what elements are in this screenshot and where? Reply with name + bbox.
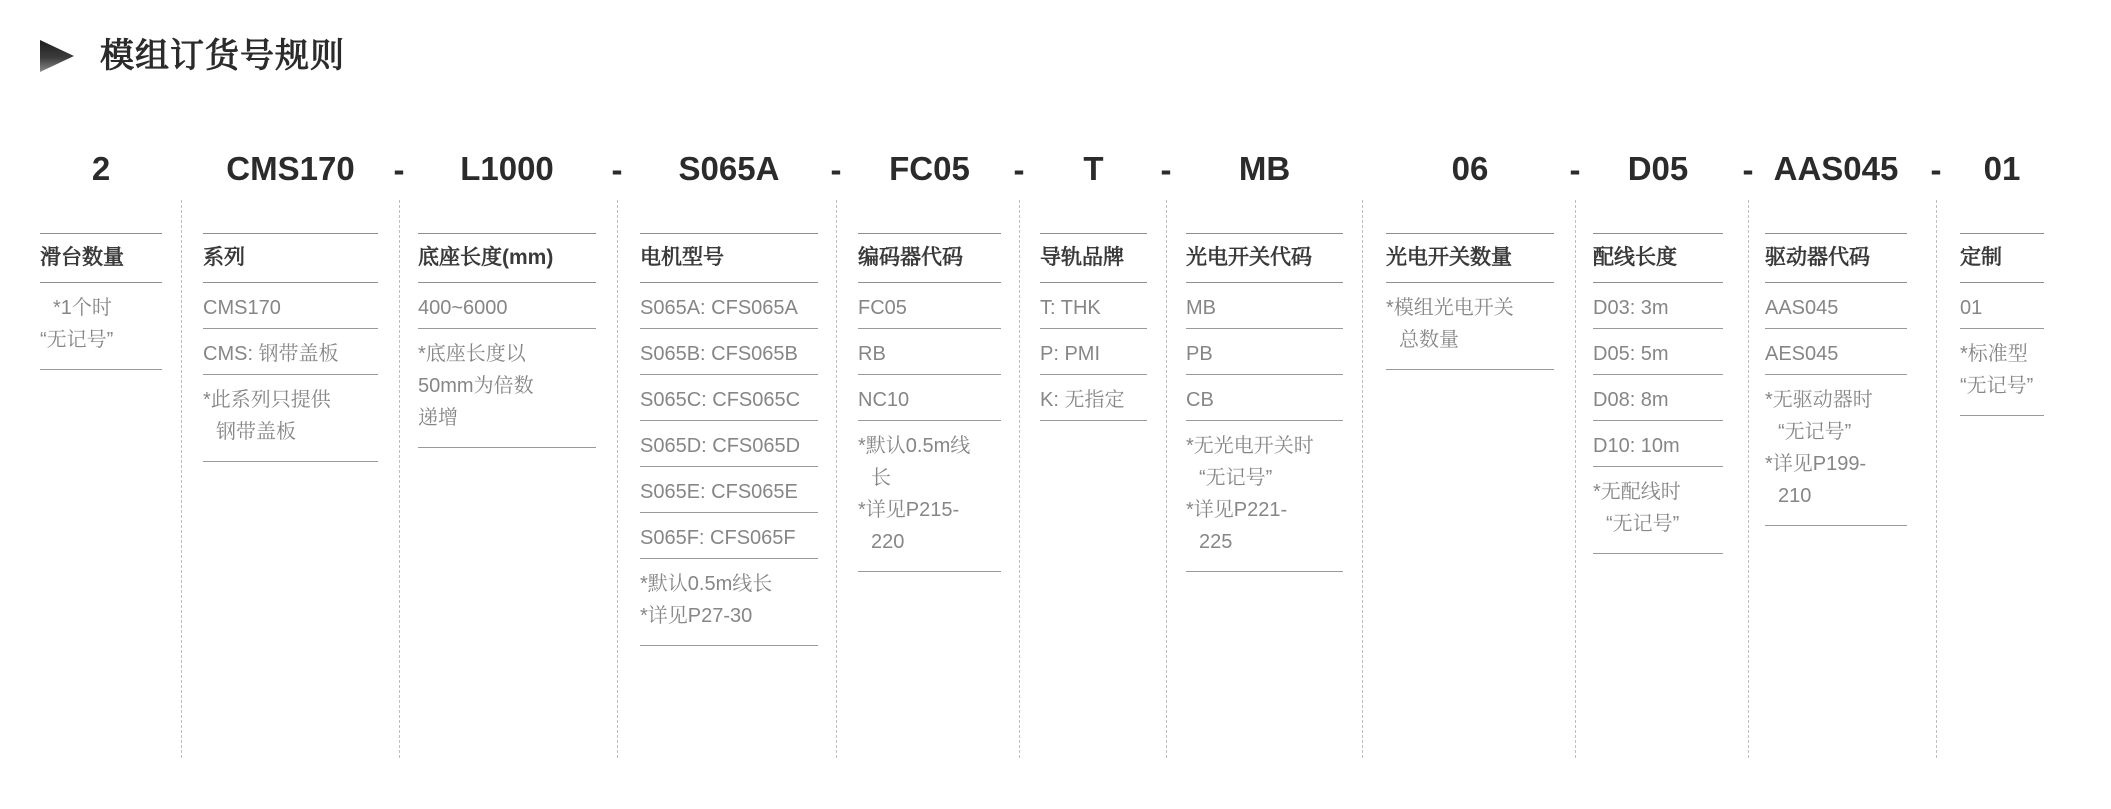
code-segment: FC05 (889, 150, 970, 187)
code-separator-hyphen: - (1742, 151, 1754, 188)
note-line: 总数量 (1399, 329, 1459, 351)
option-item: 01 (1960, 283, 2044, 329)
column-header: 电机型号 (640, 233, 818, 283)
code-separator-hyphen: - (1930, 151, 1942, 188)
option-item: RB (858, 329, 1001, 375)
note-line: *无配线时 (1593, 481, 1681, 503)
note-line: *详见P199- (1765, 453, 1867, 475)
note-line: “无记号” (1778, 421, 1852, 443)
option-item: PB (1186, 329, 1343, 375)
note-line: *无驱动器时 (1765, 389, 1873, 411)
column-note (1593, 467, 1723, 554)
column-note (1765, 375, 1907, 526)
note-line: *详见P27-30 (640, 605, 753, 627)
dashed-separator-8 (1575, 200, 1576, 758)
dashed-separator-5 (1019, 200, 1020, 758)
option-item: D05: 5m (1593, 329, 1723, 375)
option-item: FC05 (858, 283, 1001, 329)
column-header: 光电开关代码 (1186, 233, 1343, 283)
code-separator-hyphen: - (611, 151, 623, 188)
code-segment: CMS170 (226, 150, 355, 187)
dashed-separator-7 (1362, 200, 1363, 758)
order-code-column-3 (418, 150, 596, 448)
option-item: AES045 (1765, 329, 1907, 375)
order-code-column-9 (1593, 150, 1723, 554)
order-code-column-2 (203, 150, 378, 462)
note-line: 220 (871, 531, 905, 553)
column-note (203, 375, 378, 462)
column-header: 滑台数量 (40, 233, 162, 283)
code-segment: L1000 (460, 150, 554, 187)
note-line: *此系列只提供 (203, 389, 331, 411)
note-line: *无光电开关时 (1186, 435, 1314, 457)
note-line: 50mm为倍数 (418, 375, 534, 397)
note-line: *默认0.5m线 (858, 435, 971, 457)
dashed-separator-6 (1166, 200, 1167, 758)
order-code-column-11 (1960, 150, 2044, 416)
option-item: S065A: CFS065A (640, 283, 818, 329)
option-item: P: PMI (1040, 329, 1147, 375)
code-segment: 06 (1451, 150, 1489, 187)
option-item: D10: 10m (1593, 421, 1723, 467)
page-title: 模组订货号规则 (100, 37, 345, 75)
dashed-separator-9 (1748, 200, 1749, 758)
option-item: CMS170 (203, 283, 378, 329)
code-separator-hyphen: - (830, 151, 842, 188)
column-header: 光电开关数量 (1386, 233, 1554, 283)
order-code-column-8 (1386, 150, 1554, 370)
note-line: *详见P221- (1186, 499, 1288, 521)
option-item: CMS: 钢带盖板 (203, 329, 378, 375)
code-segment: D05 (1627, 150, 1689, 187)
code-separator-hyphen: - (1013, 151, 1025, 188)
option-item: S065F: CFS065F (640, 513, 818, 559)
note-line: “无记号” (40, 329, 114, 351)
option-item: S065B: CFS065B (640, 329, 818, 375)
code-separator-hyphen: - (393, 151, 405, 188)
order-code-column-6 (1040, 150, 1147, 421)
column-note (640, 559, 818, 646)
column-header: 驱动器代码 (1765, 233, 1907, 283)
column-note (40, 283, 162, 370)
option-item: NC10 (858, 375, 1001, 421)
note-line: 225 (1199, 531, 1233, 553)
dashed-separator-3 (617, 200, 618, 758)
note-line: 钢带盖板 (216, 421, 296, 443)
order-code-column-4 (640, 150, 818, 646)
note-line: “无记号” (1199, 467, 1273, 489)
column-header: 导轨品牌 (1040, 233, 1147, 283)
option-item: CB (1186, 375, 1343, 421)
dashed-separator-2 (399, 200, 400, 758)
note-line: *底座长度以 (418, 343, 526, 365)
note-line: *标准型 (1960, 343, 2028, 365)
column-header: 编码器代码 (858, 233, 1001, 283)
column-header: 定制 (1960, 233, 2044, 283)
order-code-column-10 (1765, 150, 1907, 526)
code-separator-hyphen: - (1160, 151, 1172, 188)
code-segment: T (1083, 150, 1104, 187)
column-note (418, 329, 596, 448)
column-header: 系列 (203, 233, 378, 283)
option-item: S065D: CFS065D (640, 421, 818, 467)
note-line: *模组光电开关 (1386, 297, 1514, 319)
column-note (858, 421, 1001, 572)
note-line: 递增 (418, 407, 458, 429)
option-item: K: 无指定 (1040, 375, 1147, 421)
note-line: “无记号” (1960, 375, 2034, 397)
dashed-separator-4 (836, 200, 837, 758)
note-line: 长 (871, 467, 891, 489)
code-segment: 2 (91, 150, 111, 187)
column-header: 底座长度(mm) (418, 233, 596, 283)
code-segment: S065A (678, 150, 780, 187)
option-item: 400~6000 (418, 283, 596, 329)
note-line: *默认0.5m线长 (640, 573, 773, 595)
note-line: *1个时 (53, 297, 112, 319)
code-segment: 01 (1983, 150, 2021, 187)
column-note (1960, 329, 2044, 416)
option-item: D03: 3m (1593, 283, 1723, 329)
option-item: T: THK (1040, 283, 1147, 329)
order-code-column-5 (858, 150, 1001, 572)
note-line: *详见P215- (858, 499, 960, 521)
option-item: S065C: CFS065C (640, 375, 818, 421)
order-code-column-7 (1186, 150, 1343, 572)
option-item: D08: 8m (1593, 375, 1723, 421)
dashed-separator-1 (181, 200, 182, 758)
column-header: 配线长度 (1593, 233, 1723, 283)
option-item: AAS045 (1765, 283, 1907, 329)
order-code-column-1 (40, 150, 162, 370)
code-segment: MB (1238, 150, 1291, 187)
column-note (1386, 283, 1554, 370)
column-note (1186, 421, 1343, 572)
note-line: 210 (1778, 485, 1812, 507)
note-line: “无记号” (1606, 513, 1680, 535)
dashed-separator-10 (1936, 200, 1937, 758)
code-separator-hyphen: - (1569, 151, 1581, 188)
code-segment: AAS045 (1773, 150, 1899, 187)
option-item: S065E: CFS065E (640, 467, 818, 513)
option-item: MB (1186, 283, 1343, 329)
